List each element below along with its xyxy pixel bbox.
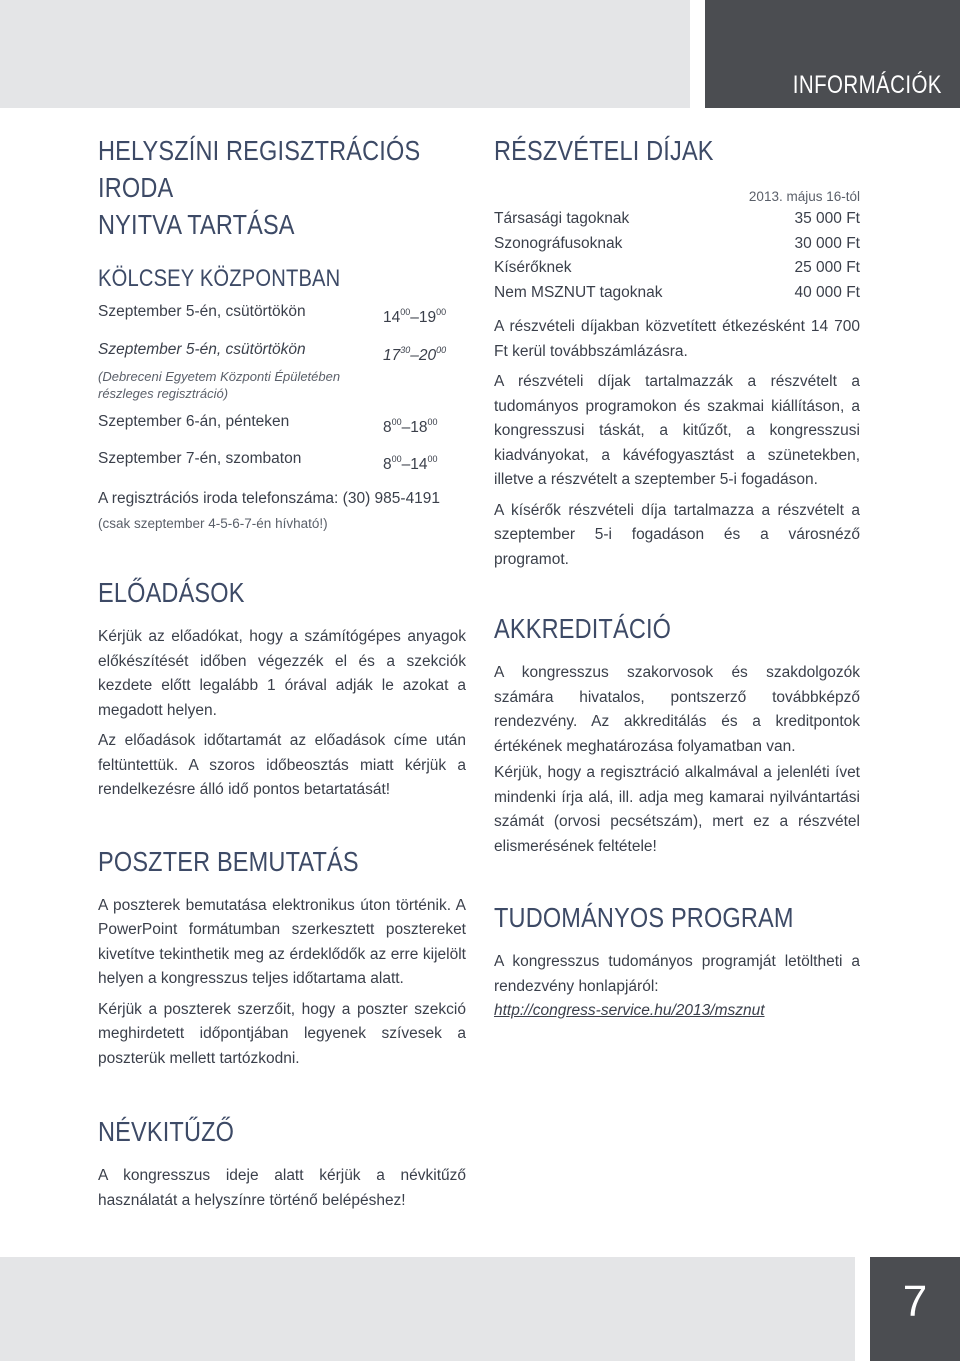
talks-title: ELŐADÁSOK [98, 577, 245, 608]
schedule-time: $8^{00}-14^{00}$ [383, 454, 438, 473]
schedule-row: Szeptember 6-án, pénteken $8^{00}-18^{00}$ [98, 410, 466, 440]
schedule-time: $14^{00}-19^{00}$ [383, 307, 447, 326]
schedule-row: Szeptember 7-én, szombaton $8^{00}-14^{00}$ [98, 447, 466, 477]
fee-row: Nem MSZNUT tagoknak 40 000 Ft [494, 283, 860, 301]
schedule-row: Szeptember 5-én, csütörtökön $17^{30}-20^{00}$ [98, 338, 466, 368]
fees-date: 2013. május 16-tól [748, 189, 860, 204]
program-paragraph: A kongresszus tudományos programját letöltheti a rendezvény honlapjáról: [494, 953, 860, 995]
schedule-note-line1: (Debreceni Egyetem Központi Épületében [98, 369, 341, 384]
fees-paragraph-3: A kísérők részvételi díja tartalmazza a részvételt a szeptember 5-i fogadáson és a városnéző programot. [494, 501, 860, 568]
fees-title: RÉSZVÉTELI DÍJAK [494, 135, 714, 166]
fee-row: Kísérőknek 25 000 Ft [494, 259, 860, 276]
poster-title: POSZTER BEMUTATÁS [98, 845, 359, 877]
registration-phone: A regisztrációs iroda telefonszáma: (30) 985-4191 [98, 490, 441, 507]
fees-paragraph-1: A részvételi díjakban közvetített étkezésként 14 700 Ft kerül továbbszámlázásra. [494, 318, 860, 360]
program-link[interactable]: http://congress-service.hu/2013/msznut [494, 1002, 765, 1019]
schedule-time: $8^{00}-18^{00}$ [383, 417, 438, 436]
fees-paragraph-2: A részvételi díjak tartalmazzák a részvételt a tudományos programokon és szakmai kiállításon, a kongresszusi táskát, a kitűzőt, a kongresszusi kiadványokat, a kávéfogyasztást a szünetekben, illetve a részvételt a szeptember 5-i fogadáson. [494, 373, 860, 488]
schedule-list [98, 300, 466, 477]
fee-row: Társasági tagoknak 35 000 Ft [494, 210, 860, 227]
badge-title: NÉVKITŰZŐ [98, 1116, 235, 1147]
right-column [494, 132, 860, 1024]
footer-band [0, 1257, 855, 1361]
talks-paragraph-2: Az előadások időtartamát az előadások címe után feltüntettük. A szoros időbeosztás miatt kérjük a rendelkezésre álló idő pontos betartatását! [98, 732, 466, 798]
accreditation-title: AKKREDITÁCIÓ [494, 613, 672, 644]
talks-paragraph-1: Kérjük az előadókat, hogy a számítógépes anyagok előkészítését időben végezzék el és a szekciók kezdete előtt legalább 1 órával adják le azokat a megadott helyen. [98, 628, 466, 719]
badge-paragraph: A kongresszus ideje alatt kérjük a névkitűző használatát a helyszínre történő belépéshez! [98, 1167, 466, 1209]
schedule-note-line2: részleges regisztráció) [98, 386, 229, 401]
left-column [98, 132, 466, 1213]
schedule-time: $17^{30}-20^{00}$ [383, 345, 447, 364]
poster-paragraph-2: Kérjük a poszterek szerzőit, hogy a poszter szekció meghirdetett időpontjában legyenek szívesek a poszterük mellett tartózkodni. [98, 1000, 466, 1067]
program-title: TUDOMÁNYOS PROGRAM [494, 902, 794, 933]
header-band [0, 0, 690, 108]
section-tab [705, 0, 960, 108]
registration-subtitle: KÖLCSEY KÖZPONTBAN [98, 265, 341, 292]
registration-title-line1: HELYSZÍNI REGISZTRÁCIÓS IRODA [98, 135, 421, 203]
accreditation-paragraph-1: A kongresszus szakorvosok és szakdolgozók számára hivatalos, pontszerző továbbképző rendezvény. Az akkreditálás és a kreditpontok értékének meghatározása folyamatban van. [494, 664, 860, 755]
registration-phone-note: (csak szeptember 4-5-6-7-én hívható!) [98, 515, 328, 531]
section-tab-label: INFORMÁCIÓK [792, 71, 942, 99]
schedule-row: Szeptember 5-én, csütörtökön $14^{00}-19^{00}$ [98, 300, 466, 330]
fees-table [494, 207, 860, 305]
accreditation-paragraph-2: Kérjük, hogy a regisztráció alkalmával a jelenléti ívet mindenki írja alá, ill. adja meg kamarai nyilvántartási számát (orvosi pecsétszám), mert ez a részvétel elismerésének feltétele! [494, 764, 860, 855]
page-number-tab [870, 1257, 960, 1361]
registration-title-line2: NYITVA TARTÁSA [98, 209, 295, 240]
poster-paragraph-1: A poszterek bemutatása elektronikus úton történik. A PowerPoint formátumban szerkesztett posztereket kivetítve tekinthetik meg az érdeklődők az erre kijelölt helyen a kongresszus teljes időtartama alatt. [98, 896, 466, 987]
fee-row: Szonográfusoknak 30 000 Ft [494, 234, 860, 252]
page-number: 7 [902, 1277, 928, 1326]
